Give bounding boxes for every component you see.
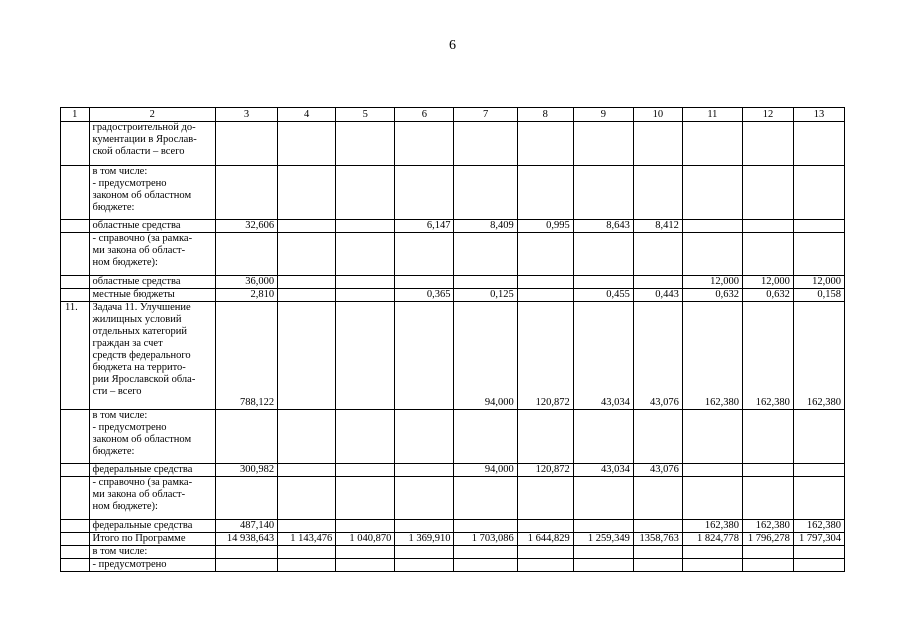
value-cell [215, 410, 277, 464]
row-description: федеральные средства [89, 520, 215, 533]
value-cell [454, 477, 517, 520]
value-cell: 94,000 [454, 464, 517, 477]
value-cell: 0,365 [395, 289, 454, 302]
column-header: 13 [793, 108, 844, 122]
value-cell [454, 559, 517, 572]
value-cell: 1 369,910 [395, 533, 454, 546]
table-row [61, 122, 845, 166]
value-cell [336, 520, 395, 533]
value-cell: 6,147 [395, 220, 454, 233]
value-cell [336, 276, 395, 289]
value-cell: 162,380 [793, 302, 844, 410]
value-cell [215, 122, 277, 166]
value-cell [573, 520, 633, 533]
value-cell: 788,122 [215, 302, 277, 410]
row-index: 11. [61, 302, 90, 410]
value-cell [573, 559, 633, 572]
value-cell [573, 122, 633, 166]
value-cell: 1 824,778 [682, 533, 742, 546]
value-cell [793, 410, 844, 464]
value-cell: 32,606 [215, 220, 277, 233]
table-row [61, 276, 845, 289]
value-cell [742, 477, 793, 520]
row-index [61, 559, 90, 572]
value-cell: 120,872 [517, 302, 573, 410]
value-cell [573, 410, 633, 464]
value-cell [517, 520, 573, 533]
value-cell [573, 233, 633, 276]
value-cell: 94,000 [454, 302, 517, 410]
value-cell [793, 233, 844, 276]
column-header: 11 [682, 108, 742, 122]
value-cell [278, 477, 336, 520]
value-cell [395, 477, 454, 520]
value-cell [215, 559, 277, 572]
value-cell: 12,000 [742, 276, 793, 289]
value-cell [633, 410, 682, 464]
value-cell: 8,643 [573, 220, 633, 233]
value-cell [336, 477, 395, 520]
value-cell [395, 166, 454, 220]
value-cell [742, 410, 793, 464]
value-cell [793, 559, 844, 572]
value-cell [278, 464, 336, 477]
row-index [61, 477, 90, 520]
table-row [61, 559, 845, 572]
value-cell: 1 797,304 [793, 533, 844, 546]
value-cell [278, 546, 336, 559]
value-cell: 0,632 [682, 289, 742, 302]
value-cell [682, 220, 742, 233]
column-header: 10 [633, 108, 682, 122]
row-description: - предусмотрено [89, 559, 215, 572]
value-cell: 8,409 [454, 220, 517, 233]
column-header: 3 [215, 108, 277, 122]
value-cell [633, 559, 682, 572]
value-cell [517, 233, 573, 276]
value-cell: 43,076 [633, 464, 682, 477]
row-description: - справочно (за рамка- ми закона об област- ном бюджете): [89, 233, 215, 276]
value-cell: 162,380 [682, 302, 742, 410]
value-cell: 12,000 [793, 276, 844, 289]
value-cell: 162,380 [742, 302, 793, 410]
row-description: областные средства [89, 276, 215, 289]
value-cell: 1 143,476 [278, 533, 336, 546]
table-row [61, 166, 845, 220]
value-cell [682, 166, 742, 220]
value-cell: 2,810 [215, 289, 277, 302]
row-index [61, 464, 90, 477]
column-header: 7 [454, 108, 517, 122]
value-cell [395, 233, 454, 276]
row-description: областные средства [89, 220, 215, 233]
value-cell [278, 410, 336, 464]
value-cell: 120,872 [517, 464, 573, 477]
value-cell [336, 166, 395, 220]
value-cell [454, 276, 517, 289]
value-cell [336, 122, 395, 166]
value-cell: 43,076 [633, 302, 682, 410]
value-cell [278, 302, 336, 410]
value-cell: 162,380 [742, 520, 793, 533]
value-cell [517, 546, 573, 559]
value-cell [793, 220, 844, 233]
row-index [61, 289, 90, 302]
value-cell [278, 559, 336, 572]
value-cell [278, 289, 336, 302]
value-cell: 0,995 [517, 220, 573, 233]
value-cell [682, 477, 742, 520]
row-index [61, 546, 90, 559]
value-cell [336, 559, 395, 572]
value-cell [454, 520, 517, 533]
value-cell [278, 166, 336, 220]
value-cell [395, 520, 454, 533]
value-cell [395, 410, 454, 464]
table-row [61, 464, 845, 477]
value-cell [793, 477, 844, 520]
value-cell: 43,034 [573, 464, 633, 477]
value-cell [573, 276, 633, 289]
value-cell [742, 166, 793, 220]
row-description: в том числе: [89, 546, 215, 559]
value-cell [336, 233, 395, 276]
value-cell: 1358,763 [633, 533, 682, 546]
value-cell [336, 220, 395, 233]
row-description: Задача 11. Улучшение жилищных условий отдельных категорий граждан за счет средств федерального бюджета на террито- рии Ярославской обла- сти – всего [89, 302, 215, 410]
value-cell: 0,158 [793, 289, 844, 302]
row-description: в том числе: - предусмотрено законом об областном бюджете: [89, 166, 215, 220]
value-cell: 12,000 [682, 276, 742, 289]
value-cell [633, 122, 682, 166]
value-cell [517, 122, 573, 166]
table-row [61, 520, 845, 533]
row-description: градостроительной до- кументации в Ярослав- ской области – всего [89, 122, 215, 166]
row-description: в том числе: - предусмотрено законом об областном бюджете: [89, 410, 215, 464]
value-cell [278, 220, 336, 233]
row-description: - справочно (за рамка- ми закона об област- ном бюджете): [89, 477, 215, 520]
value-cell: 14 938,643 [215, 533, 277, 546]
value-cell [215, 166, 277, 220]
value-cell [633, 166, 682, 220]
value-cell [395, 559, 454, 572]
column-header: 5 [336, 108, 395, 122]
value-cell [215, 477, 277, 520]
value-cell [633, 276, 682, 289]
column-header: 6 [395, 108, 454, 122]
value-cell [278, 233, 336, 276]
value-cell [517, 166, 573, 220]
table-row [61, 546, 845, 559]
value-cell [336, 410, 395, 464]
value-cell [682, 410, 742, 464]
value-cell: 300,982 [215, 464, 277, 477]
value-cell [573, 477, 633, 520]
value-cell: 0,443 [633, 289, 682, 302]
value-cell: 487,140 [215, 520, 277, 533]
value-cell: 1 259,349 [573, 533, 633, 546]
column-header: 12 [742, 108, 793, 122]
value-cell [215, 233, 277, 276]
value-cell [742, 464, 793, 477]
value-cell: 1 796,278 [742, 533, 793, 546]
value-cell [682, 464, 742, 477]
value-cell [278, 122, 336, 166]
value-cell [278, 276, 336, 289]
value-cell [517, 289, 573, 302]
value-cell [517, 477, 573, 520]
value-cell: 1 040,870 [336, 533, 395, 546]
value-cell [742, 233, 793, 276]
value-cell [517, 559, 573, 572]
value-cell [517, 410, 573, 464]
value-cell: 162,380 [793, 520, 844, 533]
table-row [61, 220, 845, 233]
row-index [61, 122, 90, 166]
table-row [61, 302, 845, 410]
budget-table [60, 107, 845, 572]
row-index [61, 276, 90, 289]
value-cell: 8,412 [633, 220, 682, 233]
value-cell [454, 410, 517, 464]
value-cell: 1 703,086 [454, 533, 517, 546]
value-cell [793, 464, 844, 477]
value-cell [278, 520, 336, 533]
value-cell [682, 233, 742, 276]
value-cell [682, 122, 742, 166]
row-description: Итого по Программе [89, 533, 215, 546]
value-cell [633, 233, 682, 276]
table-row [61, 233, 845, 276]
value-cell: 43,034 [573, 302, 633, 410]
header-row [61, 108, 845, 122]
value-cell: 162,380 [682, 520, 742, 533]
value-cell [633, 520, 682, 533]
value-cell [336, 546, 395, 559]
table-row [61, 289, 845, 302]
value-cell [682, 546, 742, 559]
value-cell [517, 276, 573, 289]
row-description: федеральные средства [89, 464, 215, 477]
value-cell [454, 166, 517, 220]
value-cell [633, 546, 682, 559]
value-cell [793, 166, 844, 220]
value-cell [633, 477, 682, 520]
value-cell: 0,455 [573, 289, 633, 302]
row-index [61, 166, 90, 220]
row-index [61, 410, 90, 464]
value-cell [742, 122, 793, 166]
value-cell [336, 464, 395, 477]
value-cell [395, 302, 454, 410]
value-cell [742, 546, 793, 559]
value-cell [215, 546, 277, 559]
column-header: 9 [573, 108, 633, 122]
value-cell: 1 644,829 [517, 533, 573, 546]
value-cell [395, 276, 454, 289]
value-cell [682, 559, 742, 572]
column-header: 4 [278, 108, 336, 122]
row-index [61, 520, 90, 533]
value-cell: 36,000 [215, 276, 277, 289]
value-cell [742, 220, 793, 233]
value-cell [454, 546, 517, 559]
column-header: 2 [89, 108, 215, 122]
value-cell [742, 559, 793, 572]
value-cell [573, 546, 633, 559]
value-cell [573, 166, 633, 220]
row-index [61, 220, 90, 233]
row-index [61, 233, 90, 276]
page-number: 6 [449, 38, 456, 53]
row-description: местные бюджеты [89, 289, 215, 302]
value-cell [395, 122, 454, 166]
value-cell [793, 546, 844, 559]
value-cell [336, 302, 395, 410]
value-cell [454, 122, 517, 166]
value-cell [454, 233, 517, 276]
table-row [61, 533, 845, 546]
table-row [61, 477, 845, 520]
value-cell [336, 289, 395, 302]
row-index [61, 533, 90, 546]
value-cell: 0,632 [742, 289, 793, 302]
column-header: 8 [517, 108, 573, 122]
value-cell [395, 546, 454, 559]
table-row [61, 410, 845, 464]
value-cell [793, 122, 844, 166]
value-cell: 0,125 [454, 289, 517, 302]
column-header: 1 [61, 108, 90, 122]
value-cell [395, 464, 454, 477]
